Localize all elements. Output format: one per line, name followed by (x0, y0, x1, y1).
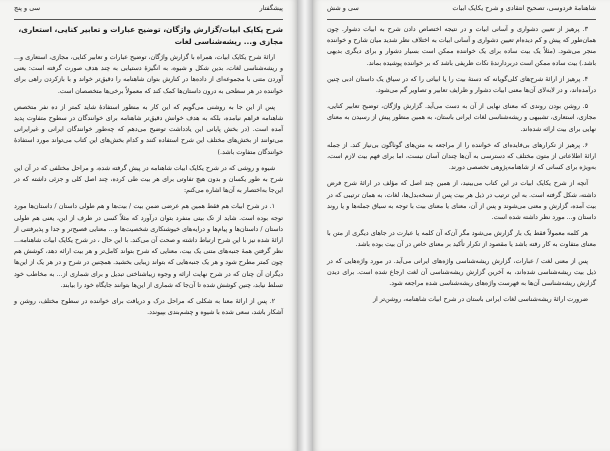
right-page-number: سی و شش (327, 4, 359, 12)
paragraph: ۲. پس از ارائهٔ معنا به شکلی که مراحل درک و دریافت برای خواننده در سطوح مختلف، روشن و آشکار باشد، سعی شده با شیوه و چشم‌بندی بپیوندد. (14, 298, 283, 317)
paragraph: آنچه از شرح یکایک ابیات در این کتاب می‌بینید، از همین چند اصل که مؤلف در ارائهٔ شرح فرض داشته، شکل گرفته است. به این ترتیب در ذیل هر بیت پس از نسخه‌بدل‌ها، لغات، به همان ترتیبی که در بیت آمده، گزارش و معنی می‌شوند و پس از آن، معنای یا معنای بیت با توجه به سیاق جمله‌ها و یا روند داستان و... مورد نظر داشته شده است. (327, 180, 596, 222)
paragraph: پس از این جا به روشنی می‌گویم که این کار به منظور استفادهٔ شاید کمتر از ده نفر متخصص شاهنامه فراهم نیامده، بلکه به هدف خوانش دقیق‌تر شاهنامه برای خوانندگان در سطوح متفاوت پدید آمده است. (در بخش پایانی این یادداشت توضیح می‌دهم که چه‌طور خوانندگان ایرانی و غیرایرانی می‌توانند از بخش‌های مختلف این شرح استفاده کنند و کدام بخش‌های این کتاب می‌تواند مورد استفادهٔ خوانندگان متفاوت باشد.) (14, 103, 283, 156)
left-page-number: سی و پنج (14, 4, 41, 12)
right-page-header (327, 4, 596, 20)
left-page-header (14, 4, 283, 20)
section-heading: شرح یکایک ابیات/گزارش واژگان، توضیح عبارات و تعابیر کنایی، استعاری، مجازی و... ریشه‌شناسی لغات (18, 25, 283, 46)
right-page-body (327, 24, 596, 447)
right-header-title: شاهنامهٔ فردوسی، تصحیح انتقادی و شرح یکایک ابیات (452, 4, 596, 12)
paragraph: ۵. روشن بودن روندی که معنای نهایی از آن به دست می‌آید. گزارش واژگان، توضیح تعابیر کنایی، مجازی، استعاری، تشبیهی و ریشه‌شناسی لغات ایرانی باستان، به همین منظور پیش از رسیدن به معنای نهایی برای بیت ارائه شده‌اند. (327, 103, 596, 133)
paragraph: پس از معنی لغت / عبارات، گزارش ریشه‌شناسی واژه‌های ایرانی می‌آید. در مورد واژه‌هایی که در ذیل بیت ریشه‌شناسی شده‌اند، به آخرین گزارش ریشه‌شناسی آن لغت ارجاع شده است. برای دیدن گزارش ریشه‌شناسی آن‌ها به فهرست واژه‌های ریشه‌شناسی شده مراجعه شود. (327, 257, 596, 288)
paragraph: ۱. در شرح ابیات هم فقط همین هم عرضی ضمن بیت / بیت‌ها و هم طولی داستان / داستان‌ها مورد توجه بوده است. شاید از تک بیتی منفرد بتوان درآورد که مثلاً کسی در طرف از این، یعنی هم طولی داستان / داستان‌ها و پیام‌ها و درایه‌های خیوشنکاری شخصیت‌ها و... معنایی فصیح‌تر و جدا و پذیرفتنی از ارائهٔ شده نیز با این شرح ارتباط داشته و صحت آن می‌کند. با این حال ، در شرح یکایک ابیات شاهنامه... نظر گرفتن همهٔ جنبه‌های متنی یک بیت، معنایی که شرح بتواند کامل‌تر و هر بیت ارائه دهد، کوشش هم چون کمتر مطرح شود و هر یک جنبه‌هایی که بتواند زیبایی بخشید. همچنین در شرح و در هر یک از این‌ها دیگران آن چنان که در شرح نهایت ارائه و وجوه زیباشناختی تبدیل و برای شماری از... به مخاطب خود تسلط نیابد، چنین کوشش شده تا آن‌جا که شماری از این‌ها بتوانند جایگاه خود را بیابند. (14, 203, 283, 289)
paragraph: ۳. پرهیز از تعیین دشواری و آسانی ابیات و در نتیجه اختصاص دادن شرح به ابیات دشوار. چون همان‌طور که پیش و کم دیده‌ام تعیین دشواری و آسانی ابیات به اختلاف نظر شدید میان شارح و خواننده منجر می‌شود. (مثلاً یک بیت ساده برای یک خواننده ممکن است بسیار دشوار و برای دیگری بدیهی باشد.) بیت ساده ممکن است دربردارندهٔ نکات ظریفی باشد که بر خواننده پوشیده بماند. (327, 26, 596, 67)
paragraph: شیوه و روشی که در شرح یکایک ابیات شاهنامه در پیش گرفته شده، و مراحل مختلفی که در آن این شرح به طور یکسان و بدون هیچ تفاوتی برای هر بیت طی کرده، چند اصل کلی و جزئی داشته که در این‌جا به‌اختصار به آن‌ها اشاره می‌کنم: (14, 164, 283, 195)
paragraph: ارائهٔ شرح یکایک ابیات، همراه با گزارش واژگان، توضیح عبارات و تعابیر کنایی، مجازی، استعاری و... و ریشه‌شناسی لغات، بدین شکل و شیوه، به انگیزهٔ دستیابی به چند هدف صورت گرفته است: یعنی آوردن متنی با مجموعه‌ای از داده‌ها در کنارش بتوان شاهنامه را دقیق‌تر خواند و با بازکردن راهی برای خواننده در هر سطحی به درون داستان‌ها کمک کند که معمولاً برخی‌ها متخصصان است. (14, 54, 283, 95)
paragraph: ۴. پرهیز از ارائهٔ شرح‌های کلی‌گویانه که دستهٔ بیت را یا ابیاتی را که در سیاق یک داستان ادبی چنین درآمده‌اند، و در لابه‌لای آن‌ها معنی ابیات دشوار و ظرایف تعابیر و تصاویر گم می‌شود. (327, 75, 596, 95)
left-page-body (14, 24, 283, 447)
paragraph: ۶. پرهیز از تکرارهای بی‌فایده‌ای که خواننده را از مراجعه به متن‌های گوناگون بی‌نیاز کند. از جمله ارائهٔ اطلاعاتی از متون مختلف که دسترسی به آن‌ها چندان آسان نیست، اما برای فهم بیت لازم است، به‌ویژه برای کسانی که از شاهنامه‌پژوهی تخصصی دورند. (327, 141, 596, 172)
book-gutter (297, 0, 313, 451)
left-header-title: پیشگفتار (259, 4, 283, 12)
right-page (313, 0, 610, 451)
left-page (0, 0, 297, 451)
paragraph: هر کلمه معمولاً فقط یک بار گزارش می‌شود مگر آن‌که آن کلمه یا عبارت در جاهای دیگری از متن با معنای متفاوت به کار رفته باشد یا مقصود از تکرار تأکید بر معنای خاص در آن بیت بوده باشد. (327, 230, 596, 249)
paragraph: ضرورت ارائهٔ ریشه‌شناسی لغات ایرانی باستان در شرح ابیات شاهنامه، روشن‌تر از (372, 296, 588, 304)
